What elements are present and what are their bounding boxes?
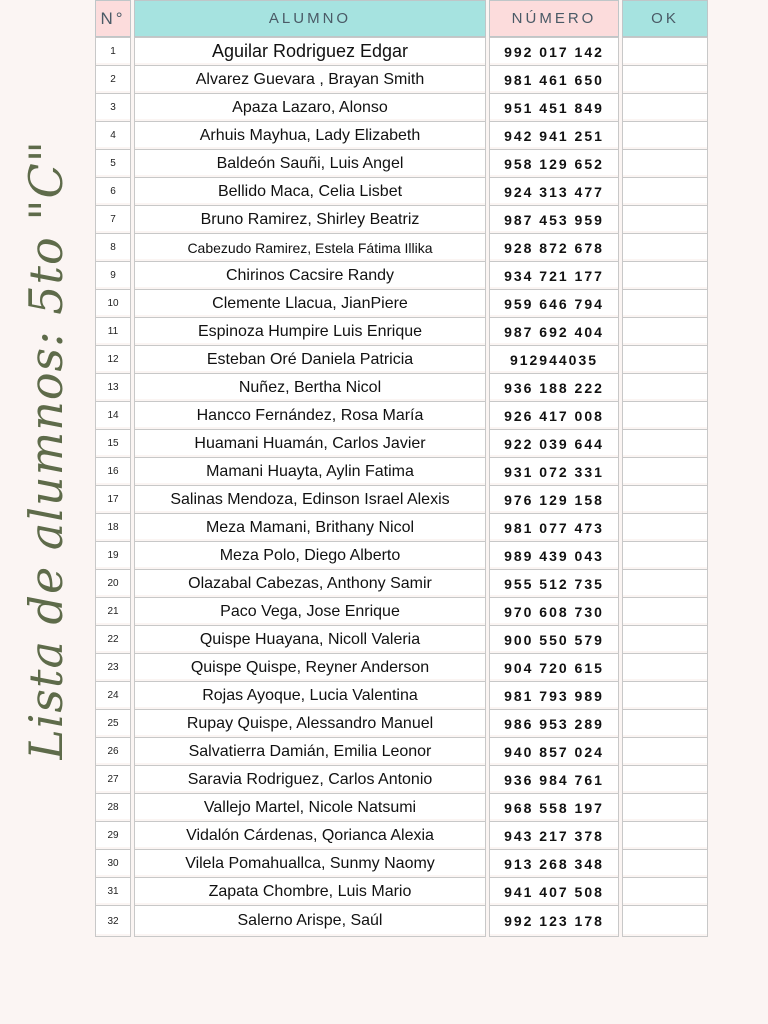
table-row [95, 626, 708, 654]
student-name: Saravia Rodriguez, Carlos Antonio [134, 766, 486, 794]
student-name: Apaza Lazaro, Alonso [134, 94, 486, 122]
table-row [95, 430, 708, 458]
student-name: Esteban Oré Daniela Patricia [134, 346, 486, 374]
ok-check-cell[interactable] [622, 850, 708, 878]
student-name: Mamani Huayta, Aylin Fatima [134, 458, 486, 486]
phone-number: 986 953 289 [489, 710, 619, 738]
table-row [95, 150, 708, 178]
row-number: 19 [95, 542, 131, 570]
row-number: 26 [95, 738, 131, 766]
row-number: 14 [95, 402, 131, 430]
student-name: Baldeón Sauñi, Luis Angel [134, 150, 486, 178]
table-row [95, 850, 708, 878]
row-number: 27 [95, 766, 131, 794]
row-number: 16 [95, 458, 131, 486]
ok-check-cell[interactable] [622, 458, 708, 486]
phone-number: 936 188 222 [489, 374, 619, 402]
table-row [95, 710, 708, 738]
table-row [95, 794, 708, 822]
phone-number: 987 453 959 [489, 206, 619, 234]
row-number: 29 [95, 822, 131, 850]
student-name: Salvatierra Damián, Emilia Leonor [134, 738, 486, 766]
phone-number: 936 984 761 [489, 766, 619, 794]
ok-check-cell[interactable] [622, 37, 708, 66]
row-number: 9 [95, 262, 131, 290]
row-number: 20 [95, 570, 131, 598]
ok-check-cell[interactable] [622, 234, 708, 262]
row-number: 3 [95, 94, 131, 122]
phone-number: 989 439 043 [489, 542, 619, 570]
phone-number: 976 129 158 [489, 486, 619, 514]
table-row [95, 738, 708, 766]
ok-check-cell[interactable] [622, 766, 708, 794]
student-name: Olazabal Cabezas, Anthony Samir [134, 570, 486, 598]
header-student: ALUMNO [134, 0, 486, 37]
phone-number: 981 793 989 [489, 682, 619, 710]
ok-check-cell[interactable] [622, 654, 708, 682]
row-number: 22 [95, 626, 131, 654]
table-row [95, 234, 708, 262]
table-row [95, 66, 708, 94]
student-name: Meza Mamani, Brithany Nicol [134, 514, 486, 542]
table-row [95, 262, 708, 290]
student-name: Huamani Huamán, Carlos Javier [134, 430, 486, 458]
row-number: 5 [95, 150, 131, 178]
header-ok: OK [622, 0, 708, 37]
table-row [95, 654, 708, 682]
row-number: 7 [95, 206, 131, 234]
ok-check-cell[interactable] [622, 346, 708, 374]
phone-number: 924 313 477 [489, 178, 619, 206]
ok-check-cell[interactable] [622, 598, 708, 626]
table-row [95, 514, 708, 542]
student-name: Aguilar Rodriguez Edgar [134, 37, 486, 66]
table-row [95, 458, 708, 486]
ok-check-cell[interactable] [622, 206, 708, 234]
phone-number: 940 857 024 [489, 738, 619, 766]
ok-check-cell[interactable] [622, 906, 708, 937]
table-row [95, 906, 708, 937]
phone-number: 904 720 615 [489, 654, 619, 682]
phone-number: 928 872 678 [489, 234, 619, 262]
table-row [95, 290, 708, 318]
row-number: 17 [95, 486, 131, 514]
table-row [95, 122, 708, 150]
phone-number: 912944035 [489, 346, 619, 374]
ok-check-cell[interactable] [622, 66, 708, 94]
student-name: Quispe Huayana, Nicoll Valeria [134, 626, 486, 654]
table-row [95, 374, 708, 402]
phone-number: 943 217 378 [489, 822, 619, 850]
phone-number: 958 129 652 [489, 150, 619, 178]
student-name: Rojas Ayoque, Lucia Valentina [134, 682, 486, 710]
student-name: Cabezudo Ramirez, Estela Fátima Illika [134, 234, 486, 262]
ok-check-cell[interactable] [622, 290, 708, 318]
student-name: Hancco Fernández, Rosa María [134, 402, 486, 430]
student-name: Zapata Chombre, Luis Mario [134, 878, 486, 906]
ok-check-cell[interactable] [622, 178, 708, 206]
phone-number: 926 417 008 [489, 402, 619, 430]
ok-check-cell[interactable] [622, 682, 708, 710]
phone-number: 970 608 730 [489, 598, 619, 626]
student-name: Rupay Quispe, Alessandro Manuel [134, 710, 486, 738]
table-row [95, 598, 708, 626]
ok-check-cell[interactable] [622, 374, 708, 402]
phone-number: 900 550 579 [489, 626, 619, 654]
side-title-svg [0, 140, 92, 760]
student-name: Clemente Llacua, JianPiere [134, 290, 486, 318]
ok-check-cell[interactable] [622, 514, 708, 542]
row-number: 18 [95, 514, 131, 542]
student-name: Bruno Ramirez, Shirley Beatriz [134, 206, 486, 234]
student-name: Chirinos Cacsire Randy [134, 262, 486, 290]
phone-number: 987 692 404 [489, 318, 619, 346]
side-title-text: Lista de alumnos: 5to "C" [19, 140, 73, 760]
ok-check-cell[interactable] [622, 542, 708, 570]
phone-number: 941 407 508 [489, 878, 619, 906]
row-number: 4 [95, 122, 131, 150]
ok-check-cell[interactable] [622, 626, 708, 654]
table-row [95, 318, 708, 346]
student-name: Vilela Pomahuallca, Sunmy Naomy [134, 850, 486, 878]
row-number: 13 [95, 374, 131, 402]
ok-check-cell[interactable] [622, 570, 708, 598]
table-row [95, 37, 708, 66]
phone-number: 931 072 331 [489, 458, 619, 486]
ok-check-cell[interactable] [622, 710, 708, 738]
student-name: Meza Polo, Diego Alberto [134, 542, 486, 570]
ok-check-cell[interactable] [622, 486, 708, 514]
row-number: 12 [95, 346, 131, 374]
table-row [95, 206, 708, 234]
row-number: 6 [95, 178, 131, 206]
row-number: 23 [95, 654, 131, 682]
table-row [95, 486, 708, 514]
table-row [95, 822, 708, 850]
row-number: 15 [95, 430, 131, 458]
student-name: Bellido Maca, Celia Lisbet [134, 178, 486, 206]
row-number: 24 [95, 682, 131, 710]
table-row [95, 878, 708, 906]
phone-number: 922 039 644 [489, 430, 619, 458]
phone-number: 981 461 650 [489, 66, 619, 94]
row-number: 30 [95, 850, 131, 878]
phone-number: 955 512 735 [489, 570, 619, 598]
table-row [95, 542, 708, 570]
table-row [95, 346, 708, 374]
phone-number: 913 268 348 [489, 850, 619, 878]
table-row [95, 682, 708, 710]
row-number: 32 [95, 906, 131, 937]
phone-number: 934 721 177 [489, 262, 619, 290]
ok-check-cell[interactable] [622, 150, 708, 178]
student-name: Salinas Mendoza, Edinson Israel Alexis [134, 486, 486, 514]
student-name: Vidalón Cárdenas, Qorianca Alexia [134, 822, 486, 850]
ok-check-cell[interactable] [622, 822, 708, 850]
row-number: 28 [95, 794, 131, 822]
ok-check-cell[interactable] [622, 402, 708, 430]
ok-check-cell[interactable] [622, 318, 708, 346]
ok-check-cell[interactable] [622, 794, 708, 822]
student-name: Quispe Quispe, Reyner Anderson [134, 654, 486, 682]
student-name: Espinoza Humpire Luis Enrique [134, 318, 486, 346]
student-name: Arhuis Mayhua, Lady Elizabeth [134, 122, 486, 150]
row-number: 2 [95, 66, 131, 94]
phone-number: 942 941 251 [489, 122, 619, 150]
table-row [95, 402, 708, 430]
phone-number: 959 646 794 [489, 290, 619, 318]
student-name: Alvarez Guevara , Brayan Smith [134, 66, 486, 94]
ok-check-cell[interactable] [622, 878, 708, 906]
row-number: 25 [95, 710, 131, 738]
header-phone: NÚMERO [489, 0, 619, 37]
ok-check-cell[interactable] [622, 430, 708, 458]
row-number: 11 [95, 318, 131, 346]
row-number: 10 [95, 290, 131, 318]
table-row [95, 766, 708, 794]
student-roster-table [92, 0, 711, 937]
phone-number: 992 123 178 [489, 906, 619, 937]
row-number: 31 [95, 878, 131, 906]
student-name: Paco Vega, Jose Enrique [134, 598, 486, 626]
table-row [95, 570, 708, 598]
ok-check-cell[interactable] [622, 738, 708, 766]
phone-number: 951 451 849 [489, 94, 619, 122]
side-title [0, 140, 92, 760]
ok-check-cell[interactable] [622, 122, 708, 150]
table-row [95, 94, 708, 122]
student-name: Vallejo Martel, Nicole Natsumi [134, 794, 486, 822]
header-number: N° [95, 0, 131, 37]
row-number: 21 [95, 598, 131, 626]
phone-number: 992 017 142 [489, 37, 619, 66]
ok-check-cell[interactable] [622, 262, 708, 290]
table-row [95, 178, 708, 206]
student-name: Salerno Arispe, Saúl [134, 906, 486, 937]
phone-number: 968 558 197 [489, 794, 619, 822]
table-header-row [95, 0, 708, 37]
row-number: 1 [95, 37, 131, 66]
phone-number: 981 077 473 [489, 514, 619, 542]
row-number: 8 [95, 234, 131, 262]
student-name: Nuñez, Bertha Nicol [134, 374, 486, 402]
ok-check-cell[interactable] [622, 94, 708, 122]
